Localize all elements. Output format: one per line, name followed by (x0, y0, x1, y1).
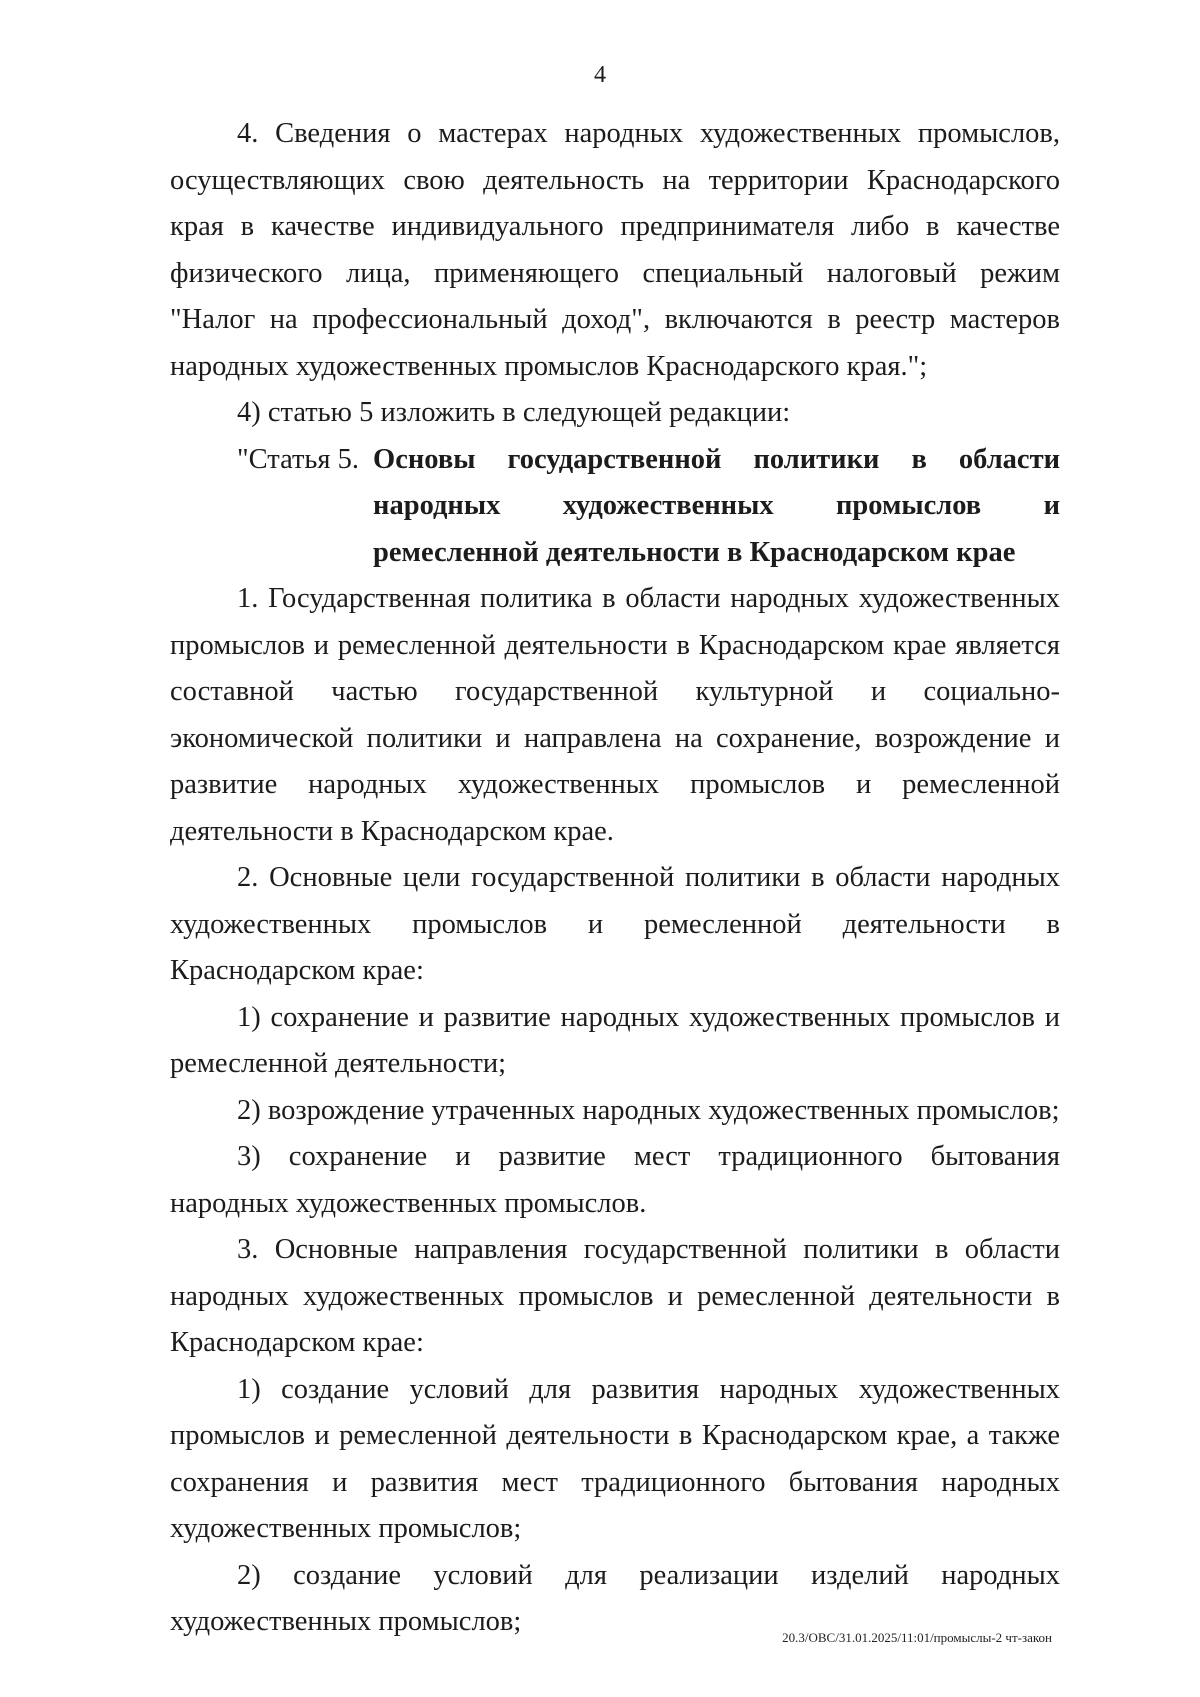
paragraph-policy-1: 1. Государственная политика в области народных художественных промыслов и ремесленной деятельности в Краснодарском крае является составной частью государственной культурной и социально-экономической политики и направлена на сохранение, возрождение и развитие народных художественных промыслов и ремесленной деятельности в Краснодарском крае. (170, 583, 1060, 847)
paragraph-policy-3: 3. Основные направления государственной политики в области народных художественных промыслов и ремесленной деятельности в Краснодарском крае: (170, 1234, 1060, 1358)
document-footer-code: 20.3/ОВС/31.01.2025/11:01/промыслы-2 чт-закон (782, 1630, 1052, 1645)
article-title: Основы государственной политики в области народных художественных промыслов и ремесленной деятельности в Краснодарском крае (373, 443, 1060, 568)
page-number: 4 (594, 62, 606, 88)
paragraph-goal-3: 3) сохранение и развитие мест традиционного бытования народных художественных промыслов. (170, 1141, 1060, 1219)
paragraph-direction-1: 1) создание условий для развития народных художественных промыслов и ремесленной деятельности в Краснодарском крае, а также сохранения и развития мест традиционного бытования народных художественных промыслов; (170, 1373, 1060, 1544)
paragraph-direction-2: 2) создание условий для реализации изделий народных художественных промыслов; (170, 1559, 1060, 1637)
article-number: "Статья 5. (237, 443, 360, 475)
document-body (170, 111, 1060, 1646)
paragraph-policy-2: 2. Основные цели государственной политики в области народных художественных промыслов и ремесленной деятельности в Краснодарском крае: (170, 862, 1060, 986)
paragraph-masters-registry: 4. Сведения о мастерах народных художественных промыслов, осуществляющих свою деятельность на территории Краснодарского края в качестве индивидуального предпринимателя либо в качестве физического лица, применяющего специальный налоговый режим "Налог на профессиональный доход", включаются в реестр мастеров народных художественных промыслов Краснодарского края."; (170, 118, 1060, 382)
paragraph-goal-1: 1) сохранение и развитие народных художественных промыслов и ремесленной деятельности; (170, 1001, 1060, 1079)
paragraph-goal-2: 2) возрождение утраченных народных художественных промыслов; (237, 1094, 1060, 1126)
paragraph-article-5-amendment: 4) статью 5 изложить в следующей редакции: (237, 397, 791, 428)
article-heading (170, 437, 1060, 577)
